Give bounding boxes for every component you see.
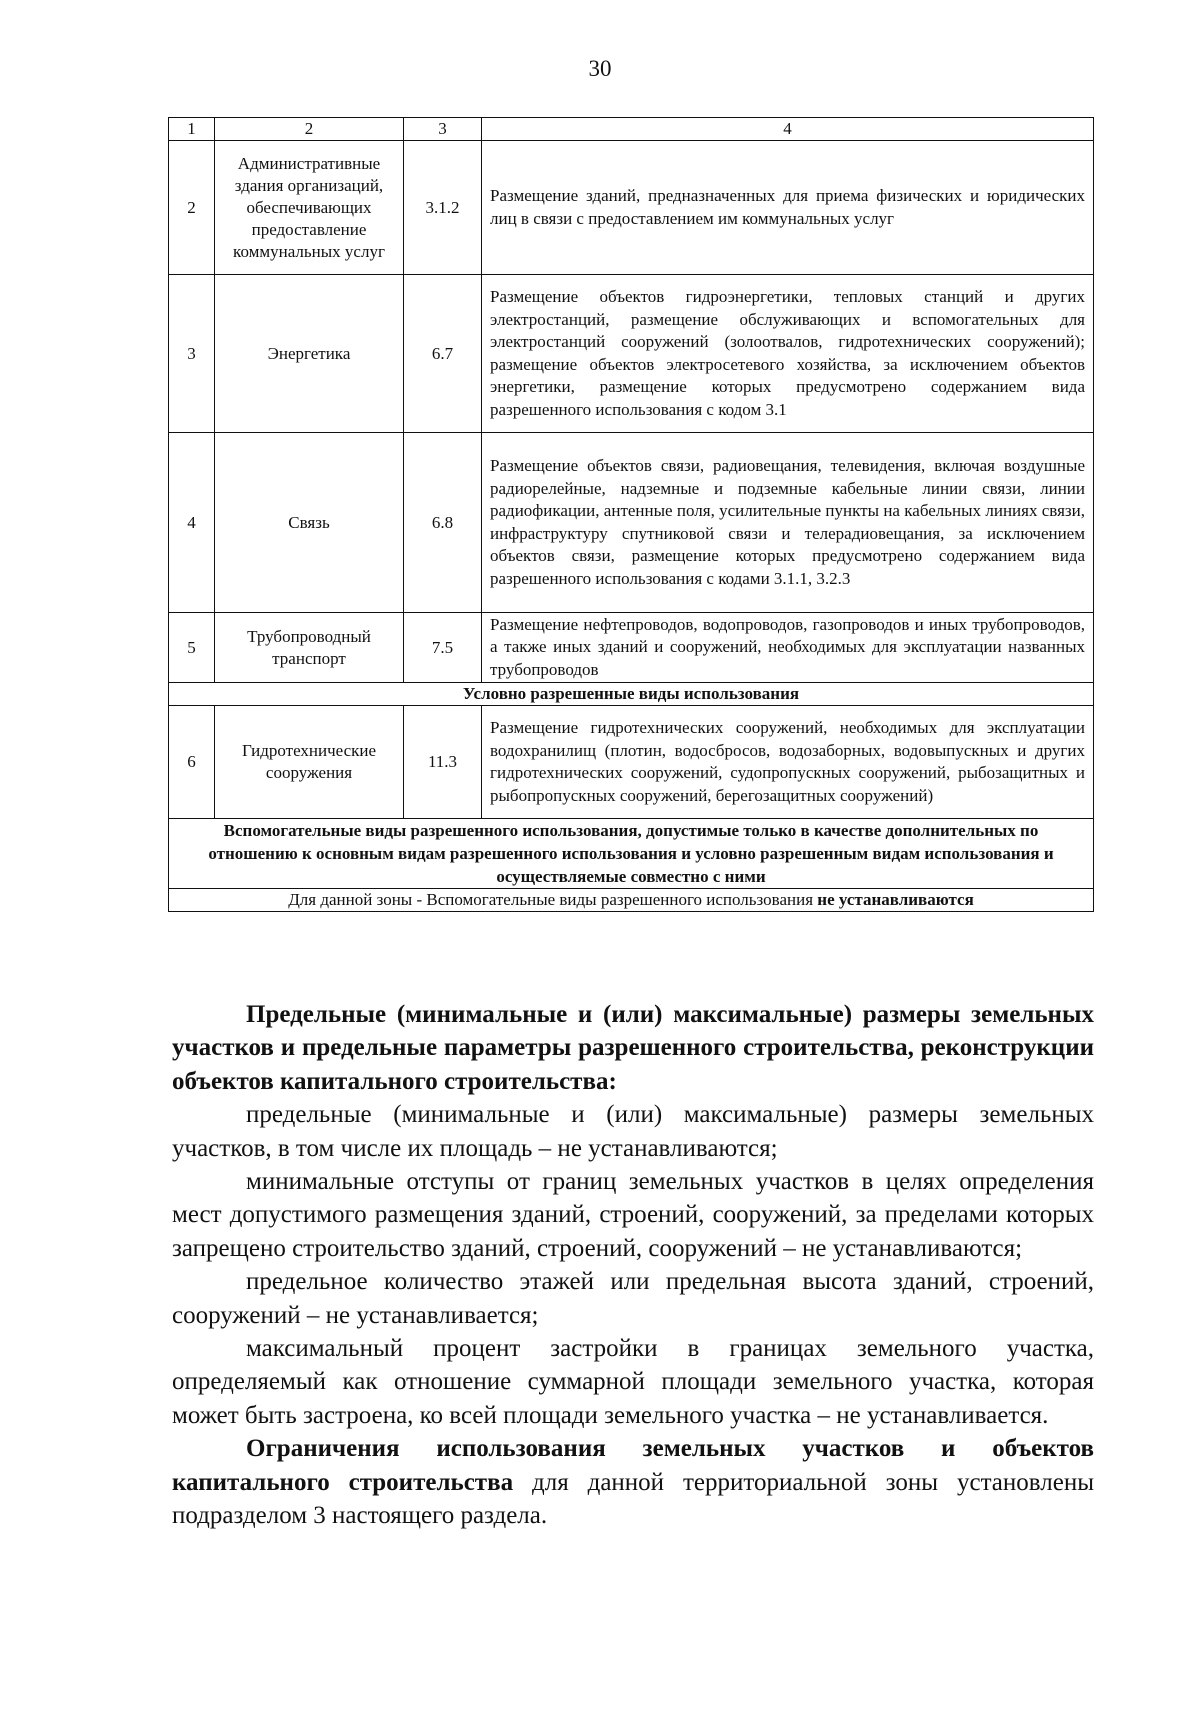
limits-section [172, 998, 1094, 1533]
limits-heading: Предельные (минимальные и (или) максимальные) размеры земельных участков и предельные параметры разрешенного строительства, реконструкции объектов капитального строительства: [172, 1001, 1094, 1095]
header-cell: 1 [169, 118, 215, 141]
table-row [169, 141, 1094, 275]
use-type-code: 7.5 [404, 613, 482, 683]
table-row [169, 275, 1094, 433]
section-title: Вспомогательные виды разрешенного использования, допустимые только в качестве дополнительных по отношению к основным видам разрешенного использования и условно разрешенным видам использования и осуществляемые совместно с ними [169, 819, 1094, 889]
auxiliary-note-row [169, 889, 1094, 912]
use-type-name: Энергетика [215, 275, 404, 433]
section-row-conditional [169, 683, 1094, 706]
limits-paragraph: предельное количество этажей или предельная высота зданий, строений, сооружений – не устанавливается; [172, 1268, 1094, 1329]
use-type-code: 6.7 [404, 275, 482, 433]
restrictions-text: для данной территориальной зоны установлены подразделом 3 настоящего раздела. [172, 1468, 1095, 1530]
use-type-code: 6.8 [404, 433, 482, 613]
row-number: 5 [169, 613, 215, 683]
header-cell: 2 [215, 118, 404, 141]
use-type-name: Административные здания организаций, обеспечивающих предоставление коммунальных услуг [215, 141, 404, 275]
page-number: 30 [588, 56, 612, 81]
table-row [169, 706, 1094, 819]
use-type-name: Трубопроводный транспорт [215, 613, 404, 683]
use-type-description: Размещение объектов связи, радиовещания, телевидения, включая воздушные радиорелейные, надземные и подземные кабельные линии связи, линии радиофикации, антенные поля, усилительные пункты на кабельных линиях связи, инфраструктуру спутниковой связи и телерадиовещания, за исключением объектов связи, размещение которых предусмотрено содержанием вида разрешенного использования с кодами 3.1.1, 3.2.3 [482, 433, 1094, 613]
use-type-code: 3.1.2 [404, 141, 482, 275]
limits-paragraph: предельные (минимальные и (или) максимальные) размеры земельных участков, в том числе их площадь – не устанавливаются; [172, 1101, 1094, 1162]
restrictions-emphasis: Ограничения использования земельных участков и объектов капитального строительства [172, 1435, 1094, 1496]
table-header-row [169, 118, 1094, 141]
use-type-code: 11.3 [404, 706, 482, 819]
limits-paragraph: максимальный процент застройки в границах земельного участка, определяемый как отношение суммарной площади земельного участка, которая может быть застроена, ко всей площади земельного участка – не устанавливается. [172, 1335, 1094, 1429]
restrictions-paragraph [172, 1432, 1094, 1532]
table-row [169, 433, 1094, 613]
header-cell: 3 [404, 118, 482, 141]
auxiliary-note-text: Для данной зоны - Вспомогательные виды разрешенного использования [288, 890, 814, 909]
section-title: Условно разрешенные виды использования [169, 683, 1094, 706]
use-type-description: Размещение гидротехнических сооружений, необходимых для эксплуатации водохранилищ (плотин, водосбросов, водозаборных, водовыпускных и других гидротехнических сооружений, судопропускных сооружений, рыбозащитных и рыбопропускных сооружений, берегозащитных сооружений) [482, 706, 1094, 819]
auxiliary-note-emphasis: не устанавливаются [817, 890, 974, 909]
land-use-table [168, 117, 1094, 912]
use-type-name: Гидротехнические сооружения [215, 706, 404, 819]
row-number: 3 [169, 275, 215, 433]
table-row [169, 613, 1094, 683]
row-number: 2 [169, 141, 215, 275]
use-type-description: Размещение зданий, предназначенных для приема физических и юридических лиц в связи с предоставлением им коммунальных услуг [482, 141, 1094, 275]
row-number: 6 [169, 706, 215, 819]
section-row-auxiliary [169, 819, 1094, 889]
header-cell: 4 [482, 118, 1094, 141]
use-type-name: Связь [215, 433, 404, 613]
row-number: 4 [169, 433, 215, 613]
use-type-description: Размещение нефтепроводов, водопроводов, газопроводов и иных трубопроводов, а также иных зданий и сооружений, необходимых для эксплуатации названных трубопроводов [482, 613, 1094, 683]
use-type-description: Размещение объектов гидроэнергетики, тепловых станций и других электростанций, размещение обслуживающих и вспомогательных для электростанций сооружений (золоотвалов, гидротехнических сооружений); размещение объектов электросетевого хозяйства, за исключением объектов энергетики, размещение которых предусмотрено содержанием вида разрешенного использования с кодом 3.1 [482, 275, 1094, 433]
auxiliary-note [169, 889, 1094, 912]
limits-paragraph: минимальные отступы от границ земельных участков в целях определения мест допустимого размещения зданий, строений, сооружений, за пределами которых запрещено строительство зданий, строений, сооружений – не устанавливаются; [172, 1168, 1094, 1262]
